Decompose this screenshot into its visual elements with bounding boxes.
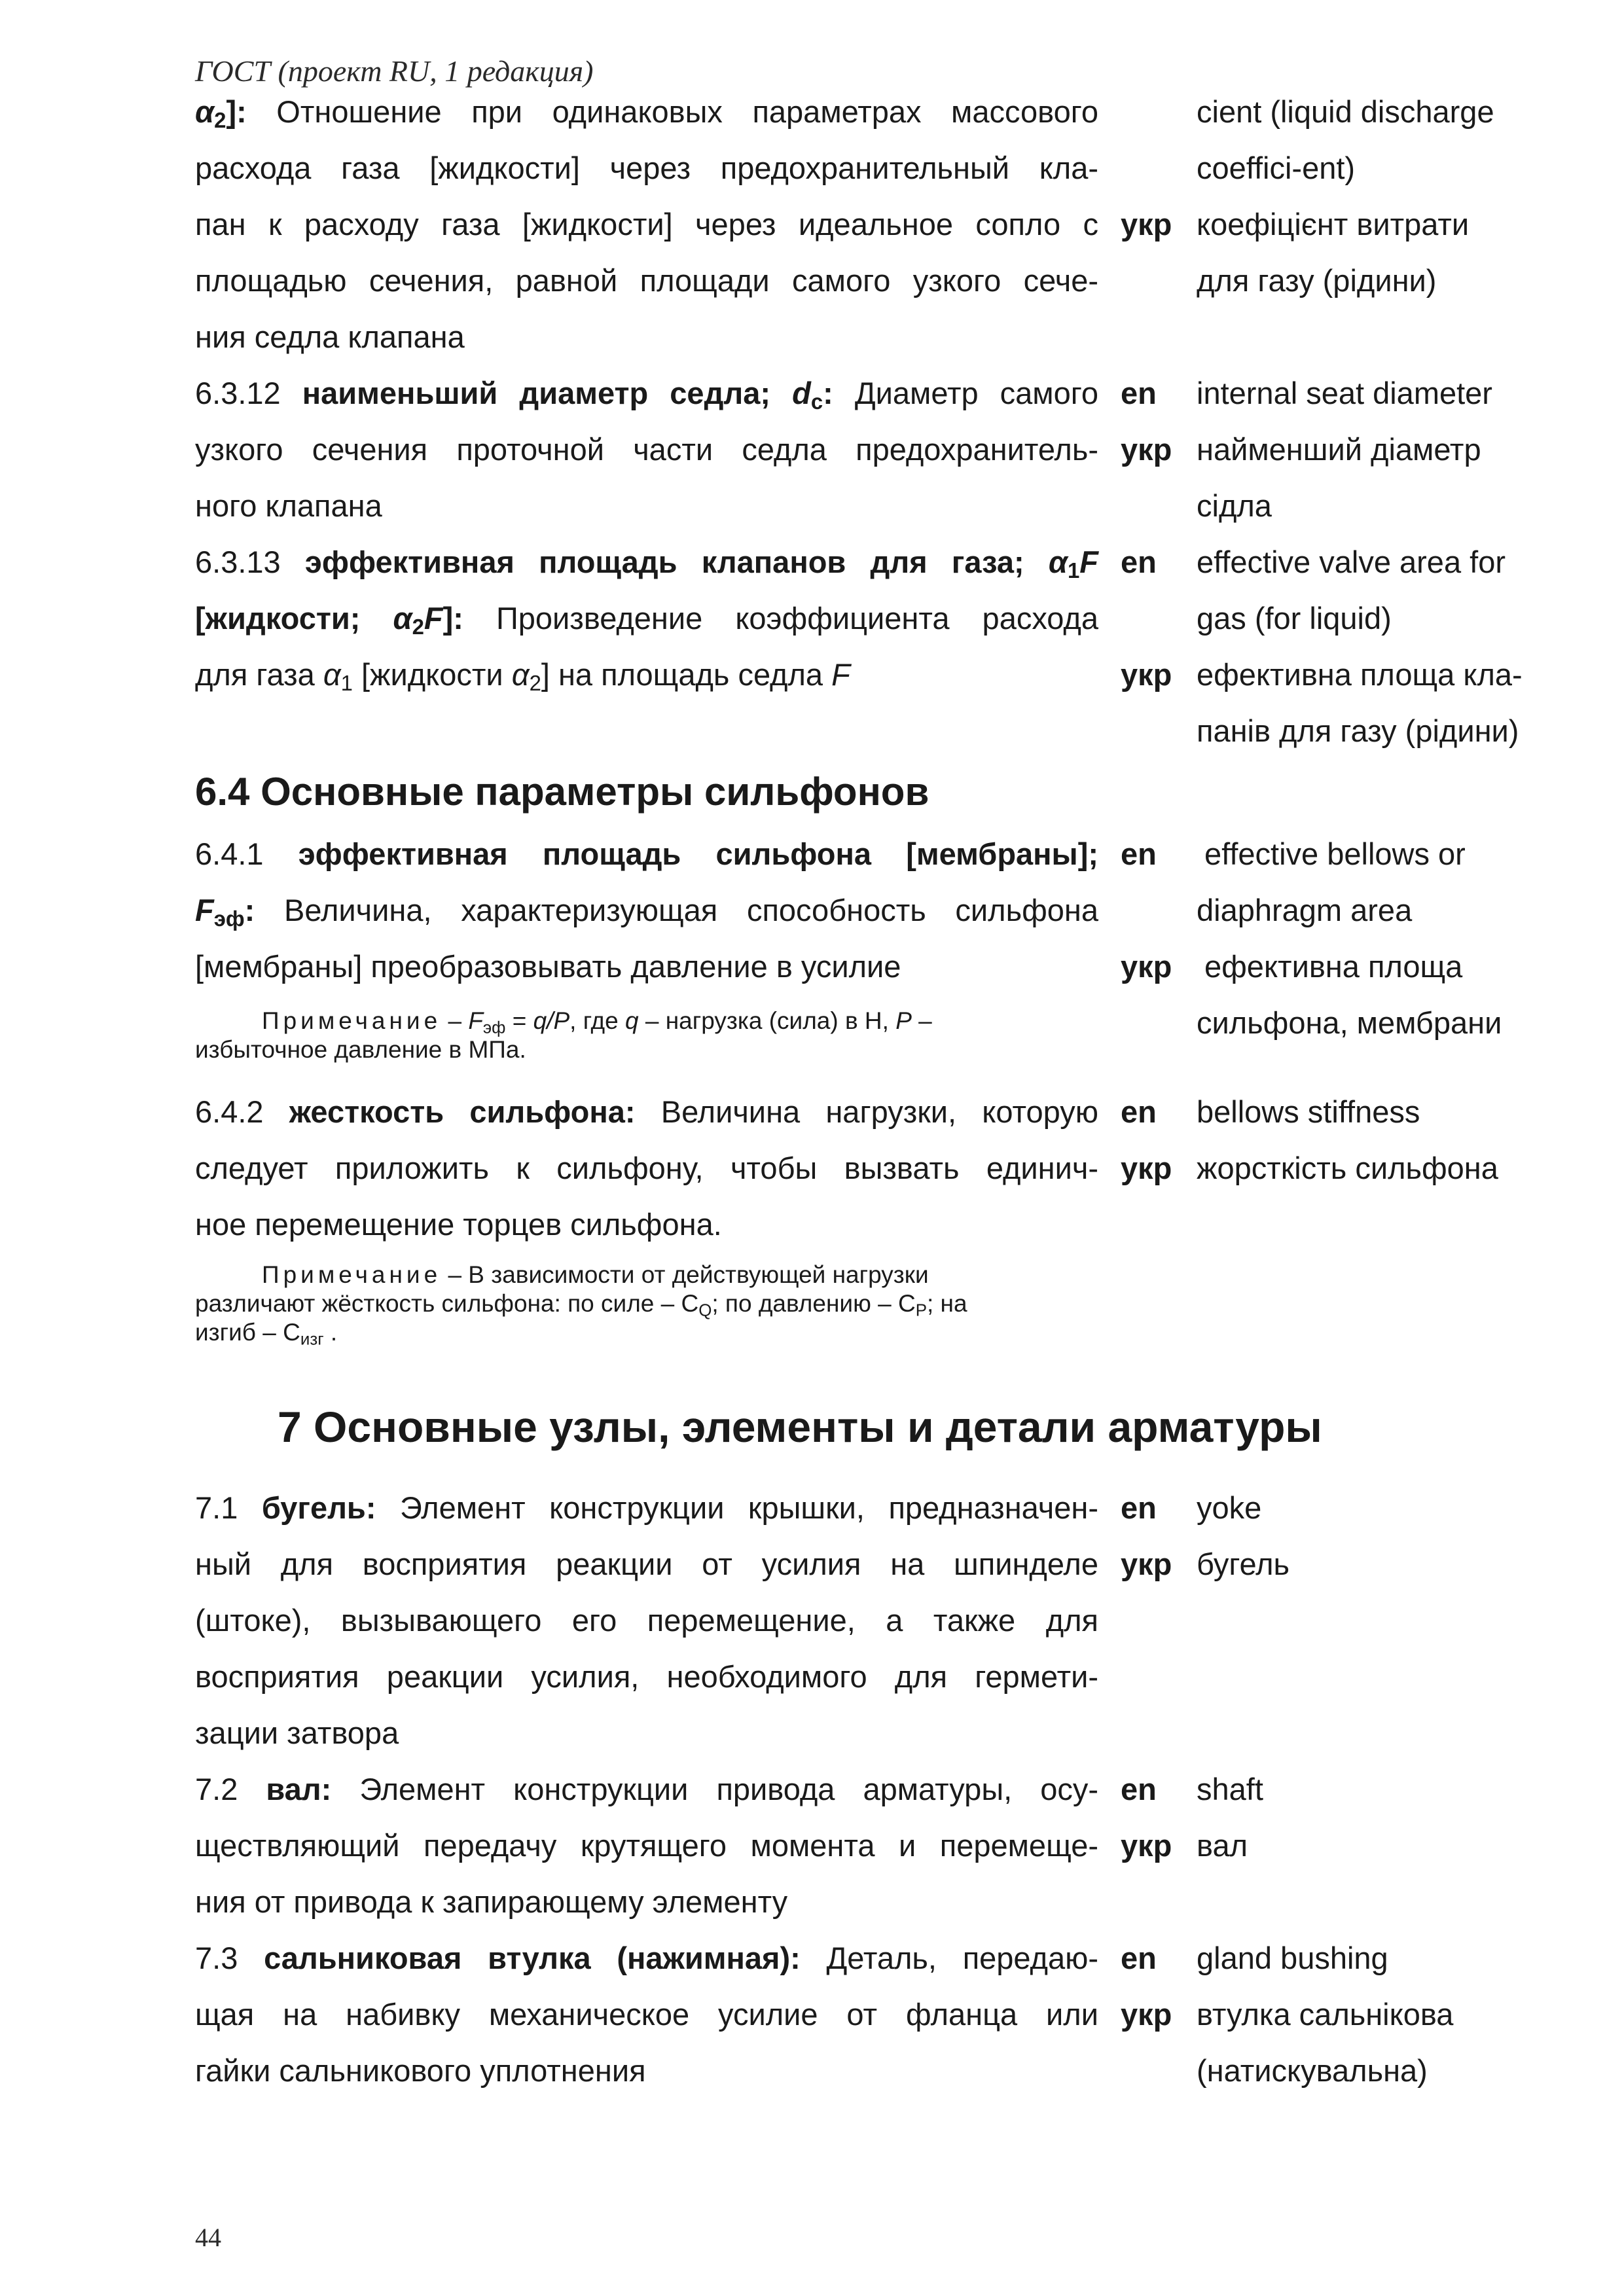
- uk-term: панів для газу (рідини): [1197, 713, 1519, 748]
- text-line: 6.4.2 жесткость сильфона: Величина нагрузки, которую: [195, 1094, 1098, 1129]
- text-line: ного клапана: [195, 488, 382, 523]
- lang-label-uk: укр: [1121, 1151, 1172, 1185]
- text-line: 6.4.1 эффективная площадь сильфона [мембраны];: [195, 836, 1098, 871]
- text-line: площадью сечения, равной площади самого узкого сече-: [195, 263, 1098, 298]
- en-term: yoke: [1197, 1490, 1262, 1525]
- lang-label-en: en: [1121, 1941, 1157, 1975]
- uk-term: сильфона, мембрани: [1197, 1005, 1502, 1040]
- lang-label-uk: укр: [1121, 657, 1172, 692]
- text-line: ное перемещение торцев сильфона.: [195, 1207, 722, 1242]
- uk-term: ефективна площа кла-: [1197, 657, 1523, 692]
- lang-label-en: en: [1121, 376, 1157, 410]
- en-term: shaft: [1197, 1772, 1263, 1806]
- text-line: [мембраны] преобразовывать давление в усилие: [195, 949, 901, 984]
- text-line: расхода газа [жидкости] через предохранительный кла-: [195, 151, 1098, 185]
- en-term: coeffici-ent): [1197, 151, 1356, 185]
- note-line: различают жёсткость сильфона: по силе – $С_Q$; по давлению – $С_P$; на: [195, 1290, 967, 1320]
- lang-label-en: en: [1121, 836, 1157, 871]
- text-line: 6.3.13 эффективная площадь клапанов для газа; $\alpha_1F$: [195, 545, 1098, 583]
- text-line: восприятия реакции усилия, необходимого для гермети-: [195, 1659, 1098, 1694]
- en-term: gland bushing: [1197, 1941, 1388, 1975]
- text-line: $F_{эф}$: Величина, характеризующая способность сильфона: [195, 893, 1098, 931]
- text-line: для газа $\alpha_1$ [жидкости $\alpha_2$] на площадь седла F: [195, 657, 850, 696]
- uk-term: втулка сальнікова: [1197, 1997, 1454, 2032]
- uk-term: (натискувальна): [1197, 2053, 1428, 2088]
- lang-label-uk: укр: [1121, 207, 1172, 242]
- text-line: ния от привода к запирающему элементу: [195, 1884, 788, 1919]
- en-term: effective bellows or: [1204, 836, 1466, 871]
- lang-label-uk: укр: [1121, 949, 1172, 984]
- lang-label-en: en: [1121, 545, 1157, 579]
- uk-term: для газу (рідини): [1197, 263, 1437, 298]
- text-line: следует приложить к сильфону, чтобы вызвать единич-: [195, 1151, 1098, 1185]
- text-line: пан к расходу газа [жидкости] через идеальное сопло с: [195, 207, 1098, 242]
- uk-term: коефіцієнт витрати: [1197, 207, 1470, 242]
- note-line: изгиб – $С_{изг}$ .: [195, 1319, 338, 1349]
- en-term: gas (for liquid): [1197, 601, 1392, 636]
- text-line: ния седла клапана: [195, 319, 465, 354]
- text-line: 7.2 вал: Элемент конструкции привода арматуры, осу-: [195, 1772, 1098, 1806]
- lang-label-uk: укр: [1121, 432, 1172, 467]
- uk-term: найменший діаметр: [1197, 432, 1481, 467]
- en-term: bellows stiffness: [1197, 1094, 1420, 1129]
- text-line: 7.3 сальниковая втулка (нажимная): Деталь, передаю-: [195, 1941, 1098, 1975]
- uk-term: бугель: [1197, 1547, 1290, 1581]
- lang-label-uk: укр: [1121, 1828, 1172, 1863]
- en-term: effective valve area for: [1197, 545, 1506, 579]
- note-line: Примечание – В зависимости от действующей нагрузки: [262, 1261, 929, 1288]
- uk-term: жорсткість сильфона: [1197, 1151, 1498, 1185]
- running-header: ГОСТ (проект RU, 1 редакция): [195, 54, 594, 88]
- text-line: (штоке), вызывающего его перемещение, а также для: [195, 1603, 1098, 1638]
- uk-term: ефективна площа: [1204, 949, 1463, 984]
- en-term: internal seat diameter: [1197, 376, 1492, 410]
- text-line: зации затвора: [195, 1715, 399, 1750]
- note-line: избыточное давление в МПа.: [195, 1036, 526, 1063]
- text-line: 7.1 бугель: Элемент конструкции крышки, предназначен-: [195, 1490, 1098, 1525]
- en-term: cient (liquid discharge: [1197, 94, 1494, 129]
- text-line: узкого сечения проточной части седла предохранитель-: [195, 432, 1098, 467]
- lang-label-uk: укр: [1121, 1997, 1172, 2032]
- text-line: гайки сальникового уплотнения: [195, 2053, 646, 2088]
- lang-label-en: en: [1121, 1094, 1157, 1129]
- section-heading-6-4: 6.4 Основные параметры сильфонов: [195, 770, 929, 814]
- lang-label-uk: укр: [1121, 1547, 1172, 1581]
- lang-label-en: en: [1121, 1772, 1157, 1806]
- text-line: [жидкости; $\alpha_2F$]: Произведение коэффициента расхода: [195, 601, 1098, 639]
- text-line: ществляющий передачу крутящего момента и перемеще-: [195, 1828, 1098, 1863]
- uk-term: сідла: [1197, 488, 1272, 523]
- en-term: diaphragm area: [1197, 893, 1413, 927]
- text-line: щая на набивку механическое усилие от фланца или: [195, 1997, 1098, 2032]
- text-line: 6.3.12 наименьший диаметр седла; $d_с$: Диаметр самого: [195, 376, 1099, 414]
- page-number: 44: [195, 2223, 221, 2252]
- note-line: Примечание – $F_{эф} = q/P$, где q – нагрузка (сила) в Н, P –: [262, 1007, 932, 1037]
- text-line: $\alpha_2$]: Отношение при одинаковых параметрах массового: [195, 94, 1098, 133]
- text-line: ный для восприятия реакции от усилия на шпинделе: [195, 1547, 1098, 1581]
- section-heading-7: 7 Основные узлы, элементы и детали арматуры: [278, 1403, 1322, 1451]
- lang-label-en: en: [1121, 1490, 1157, 1525]
- uk-term: вал: [1197, 1828, 1248, 1863]
